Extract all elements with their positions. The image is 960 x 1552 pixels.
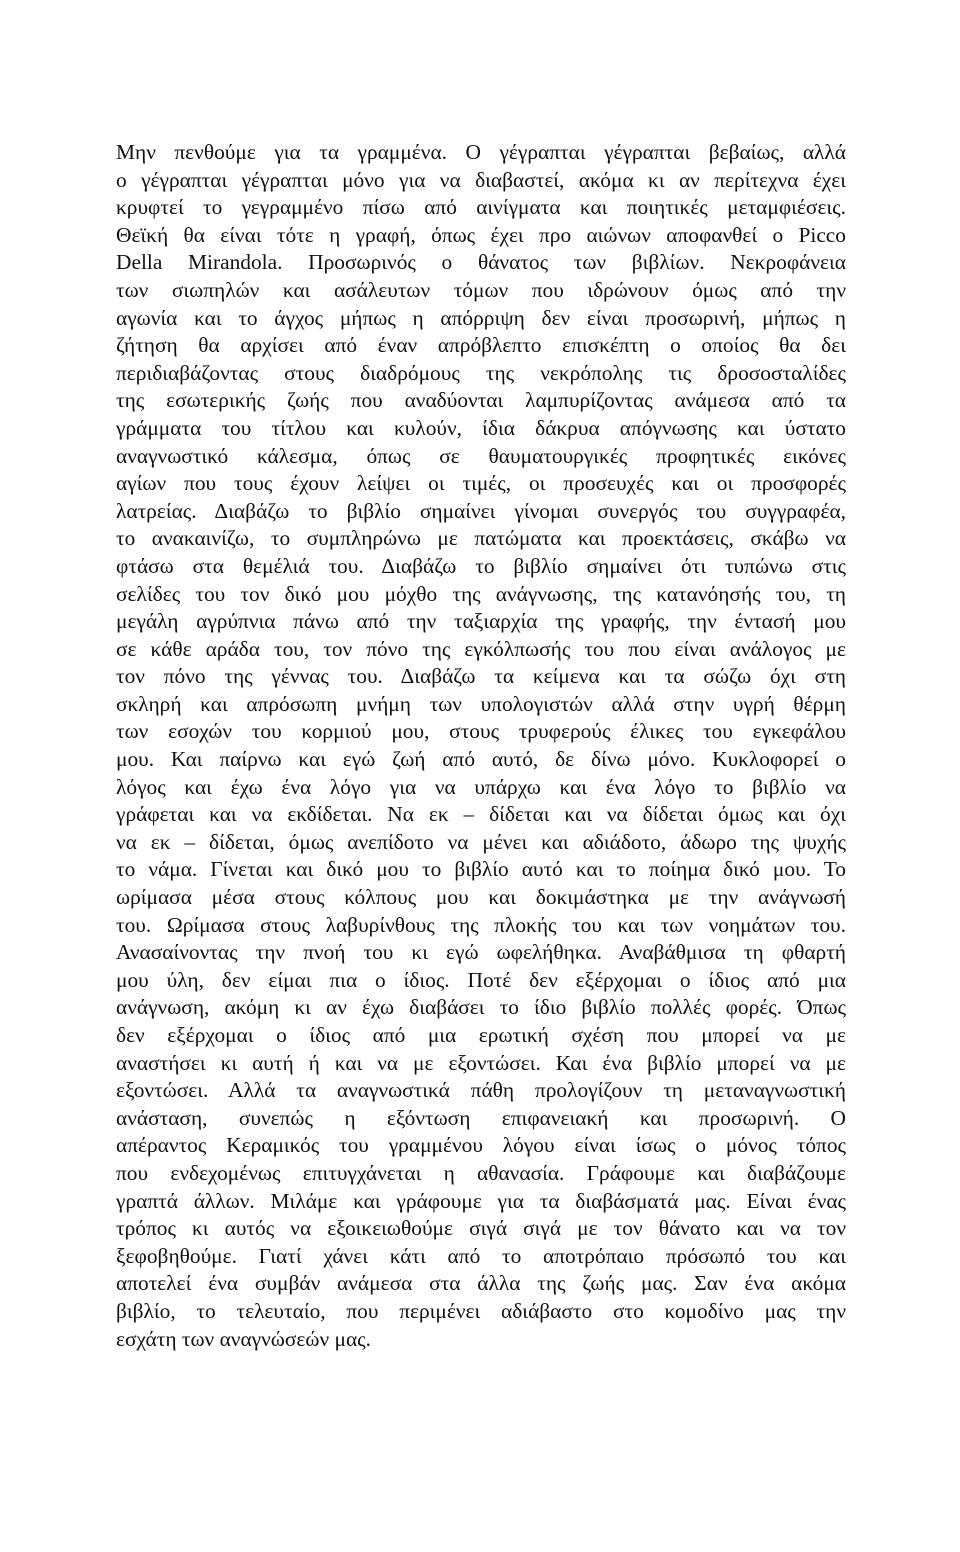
text-line: ανάσταση, συνεπώς η εξόντωση επιφανειακή και προσωρινή. Ο <box>116 1105 846 1130</box>
text-line: του. Ωρίμασα στους λαβυρίνθους της πλοκής του και των νοημάτων του. <box>116 912 846 937</box>
text-line: φτάσω στα θεμέλιά του. Διαβάζω το βιβλίο σημαίνει ότι τυπώνω στις <box>116 553 846 578</box>
text-line: Della Mirandola. Προσωρινός ο θάνατος των βιβλίων. Νεκροφάνεια <box>116 250 846 275</box>
text-line: αναγνωστικό κάλεσμα, όπως σε θαυματουργικές προφητικές εικόνες <box>116 443 846 468</box>
text-line: Μην πενθούμε για τα γραμμένα. Ο γέγραπται γέγραπται βεβαίως, αλλά <box>116 140 846 164</box>
text-line: ανάγνωση, ακόμη κι αν έχω διαβάσει το ίδιο βιβλίο πολλές φορές. Όπως <box>116 995 846 1020</box>
text-line: μου. Και παίρνω και εγώ ζωή από αυτό, δε δίνω μόνο. Κυκλοφορεί ο <box>116 747 846 772</box>
text-line: λατρείας. Διαβάζω το βιβλίο σημαίνει γίνομαι συνεργός του συγγραφέα, <box>116 498 846 523</box>
text-line: το νάμα. Γίνεται και δικό μου το βιβλίο αυτό και το ποίημα δικό μου. Το <box>116 857 846 882</box>
text-line: αγωνία και το άγχος μήπως η απόρριψη δεν είναι προσωρινή, μήπως η <box>116 305 846 330</box>
text-line: δεν εξέρχομαι ο ίδιος από μια ερωτική σχέση που μπορεί να με <box>116 1023 846 1047</box>
text-line: μου ύλη, δεν είμαι πια ο ίδιος. Ποτέ δεν εξέρχομαι ο ίδιος από μια <box>116 967 846 992</box>
text-line: τον πόνο της γέννας του. Διαβάζω τα κείμενα και τα σώζω όχι στη <box>116 664 846 689</box>
text-line: ξεφοβηθούμε. Γιατί χάνει κάτι από το αποτρόπαιο πρόσωπό του και <box>116 1243 846 1268</box>
text-line: αγίων που τους έχουν λείψει οι τιμές, οι προσευχές και οι προσφορές <box>116 471 846 496</box>
text-line: γραπτά άλλων. Μιλάμε και γράφουμε για τα διαβάσματά μας. Είναι ένας <box>116 1188 846 1213</box>
text-line: που ενδεχομένως επιτυγχάνεται η αθανασία. Γράφουμε και διαβάζουμε <box>116 1160 846 1185</box>
text-line: σε κάθε αράδα του, τον πόνο της εγκόλπωσής του που είναι ανάλογος με <box>116 636 846 661</box>
text-line: το ανακαινίζω, το συμπληρώνω με πατώματα και προεκτάσεις, σκάβω να <box>116 526 846 551</box>
text-line: βιβλίο, το τελευταίο, που περιμένει αδιάβαστο στο κομοδίνο μας την <box>116 1298 846 1323</box>
document-page <box>116 139 846 1353</box>
text-line: των εσοχών του κορμιού μου, στους τρυφερούς έλικες του εγκεφάλου <box>116 719 846 744</box>
text-line: μεγάλη αγρύπνια πάνω από την ταξιαρχία της γραφής, την έντασή μου <box>116 609 846 634</box>
text-line: περιδιαβάζοντας στους διαδρόμους της νεκρόπολης τις δροσοσταλίδες <box>116 360 846 385</box>
text-line: κρυφτεί το γεγραμμένο πίσω από αινίγματα και ποιητικές μεταμφιέσεις. <box>116 195 846 220</box>
text-line: ωρίμασα μέσα στους κόλπους μου και δοκιμάστηκα με την ανάγνωσή <box>116 885 846 910</box>
text-line: ο γέγραπται γέγραπται μόνο για να διαβαστεί, ακόμα κι αν περίτεχνα έχει <box>116 167 846 192</box>
text-line: γράμματα του τίτλου και κυλούν, ίδια δάκρυα απόγνωσης και ύστατο <box>116 415 846 440</box>
text-line: αποτελεί ένα συμβάν ανάμεσα στα άλλα της ζωής μας. Σαν ένα ακόμα <box>116 1271 846 1296</box>
text-line: λόγος και έχω ένα λόγο για να υπάρχω και ένα λόγο το βιβλίο να <box>116 774 846 799</box>
text-line: γράφεται και να εκδίδεται. Να εκ – δίδεται και να δίδεται όμως και όχι <box>116 802 846 827</box>
body-paragraph <box>116 139 846 1353</box>
text-line: εξοντώσει. Αλλά τα αναγνωστικά πάθη προλογίζουν τη μεταναγνωστική <box>116 1078 846 1103</box>
text-line: ζήτηση θα αρχίσει από έναν απρόβλεπτο επισκέπτη ο οποίος θα δει <box>116 333 846 358</box>
text-line: σκληρή και απρόσωπη μνήμη των υπολογιστών αλλά στην υγρή θέρμη <box>116 691 846 716</box>
text-line: Ανασαίνοντας την πνοή του κι εγώ ωφελήθηκα. Αναβάθμισα τη φθαρτή <box>116 940 846 965</box>
text-line: εσχάτη των αναγνώσεών μας. <box>116 1326 371 1351</box>
text-line: απέραντος Κεραμικός του γραμμένου λόγου είναι ίσως ο μόνος τόπος <box>116 1133 846 1158</box>
text-line: των σιωπηλών και ασάλευτων τόμων που ιδρώνουν όμως από την <box>116 277 846 302</box>
text-line: Θεϊκή θα είναι τότε η γραφή, όπως έχει προ αιώνων αποφανθεί ο Picco <box>116 222 846 247</box>
text-line: της εσωτερικής ζωής που αναδύονται λαμπυρίζοντας ανάμεσα από τα <box>116 388 846 413</box>
text-line: να εκ – δίδεται, όμως ανεπίδοτο να μένει και αδιάδοτο, άδωρο της ψυχής <box>116 829 846 854</box>
text-line: σελίδες του τον δικό μου μόχθο της ανάγνωσης, της κατανόησής του, τη <box>116 581 846 606</box>
text-line: τρόπος κι αυτός να εξοικειωθούμε σιγά σιγά με τον θάνατο και να τον <box>116 1216 846 1241</box>
text-line: αναστήσει κι αυτή ή και να με εξοντώσει. Και ένα βιβλίο μπορεί να με <box>116 1050 846 1075</box>
